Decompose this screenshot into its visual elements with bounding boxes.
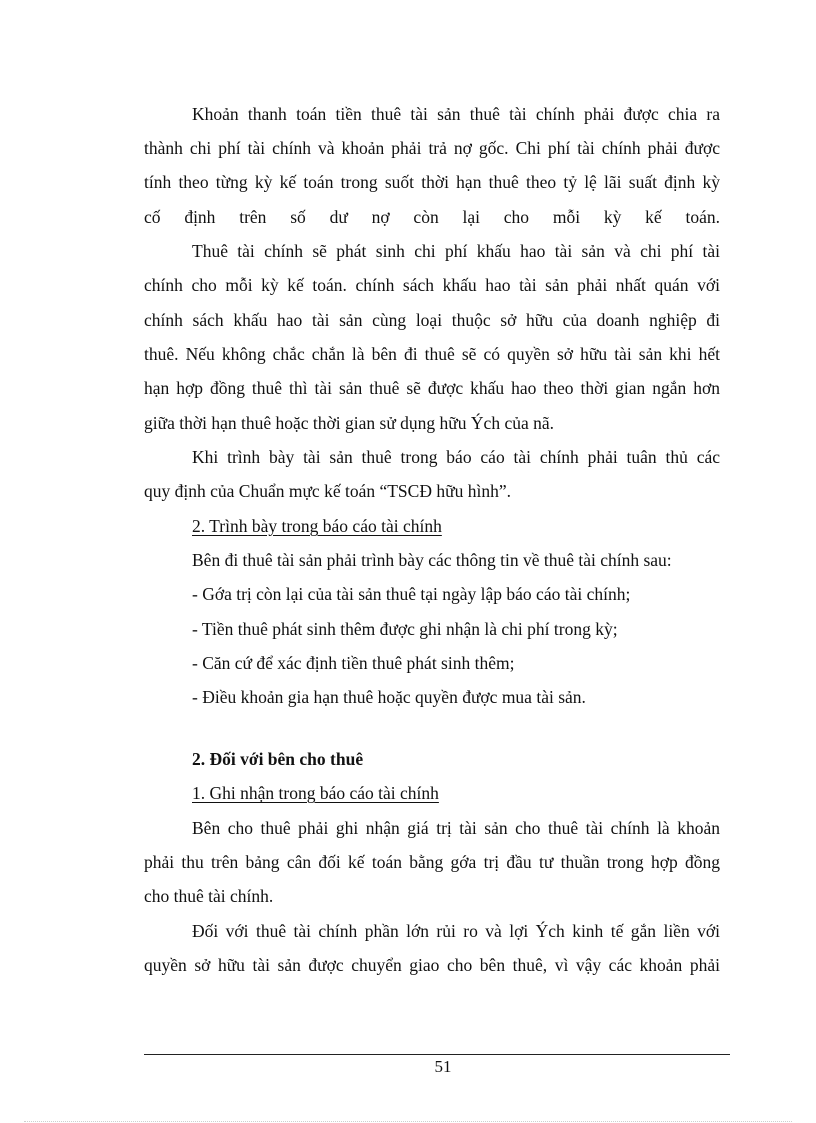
section-intro: Bên đi thuê tài sản phải trình bày các thông tin về thuê tài chính sau:	[192, 550, 672, 570]
chapter-heading: 2. Đối với bên cho thuê	[192, 749, 364, 769]
subsection-heading	[192, 782, 720, 804]
paragraph-line: Đối với thuê tài chính phần lớn rủi ro và lợi Ých kinh tế gắn liền với	[192, 921, 720, 941]
paragraph-line: thành chi phí tài chính và khoản phải trả nợ gốc. Chi phí tài chính phải được	[144, 138, 720, 158]
paragraph-line: quy định của Chuẩn mực kế toán “TSCĐ hữu hình”.	[144, 481, 511, 501]
page-bottom-border	[24, 1121, 792, 1122]
subsection-heading-text: 1. Ghi nhận trong báo cáo tài chính	[192, 783, 439, 803]
list-item: - Gớa trị còn lại của tài sản thuê tại ngày lập báo cáo tài chính;	[192, 584, 631, 604]
paragraph-line: phải thu trên bảng cân đối kế toán bằng gớa trị đầu tư thuần trong hợp đồng	[144, 852, 720, 872]
section-heading-text: 2. Trình bày trong báo cáo tài chính	[192, 516, 442, 536]
paragraph-line: Khi trình bày tài sản thuê trong báo cáo tài chính phải tuân thủ các	[192, 447, 720, 467]
footer-divider	[144, 1054, 730, 1055]
paragraph-line: Khoản thanh toán tiền thuê tài sản thuê tài chính phải được chia ra	[192, 104, 720, 124]
list-item: - Điều khoản gia hạn thuê hoặc quyền được mua tài sản.	[192, 687, 586, 707]
paragraph-line: cố định trên số dư nợ còn lại cho mỗi kỳ kế toán.	[144, 207, 720, 227]
paragraph-line: chính cho mỗi kỳ kế toán. chính sách khấu hao tài sản phải nhất quán với	[144, 275, 720, 295]
paragraph-line: thuê. Nếu không chắc chắn là bên đi thuê sẽ có quyền sở hữu tài sản khi hết	[144, 344, 720, 364]
paragraph-line: cho thuê tài chính.	[144, 886, 274, 906]
paragraph-line: giữa thời hạn thuê hoặc thời gian sử dụng hữu Ých của nã.	[144, 413, 554, 433]
paragraph-line: hạn hợp đồng thuê thì tài sản thuê sẽ được khấu hao theo thời gian ngắn hơn	[144, 378, 720, 398]
section-heading	[192, 515, 720, 537]
paragraph-line: Bên cho thuê phải ghi nhận giá trị tài sản cho thuê tài chính là khoản	[192, 818, 720, 838]
paragraph-line: Thuê tài chính sẽ phát sinh chi phí khấu hao tài sản và chi phí tài	[192, 241, 720, 261]
list-item: - Tiền thuê phát sinh thêm được ghi nhận là chi phí trong kỳ;	[192, 619, 618, 639]
paragraph-line: chính sách khấu hao tài sản cùng loại thuộc sở hữu của doanh nghiệp đi	[144, 310, 720, 330]
paragraph-line: quyền sở hữu tài sản được chuyển giao cho bên thuê, vì vậy các khoản phải	[144, 955, 720, 975]
paragraph-line: tính theo từng kỳ kế toán trong suốt thời hạn thuê theo tỷ lệ lãi suất định kỳ	[144, 172, 720, 192]
page-number: 51	[434, 1057, 452, 1076]
list-item: - Căn cứ để xác định tiền thuê phát sinh thêm;	[192, 653, 515, 673]
